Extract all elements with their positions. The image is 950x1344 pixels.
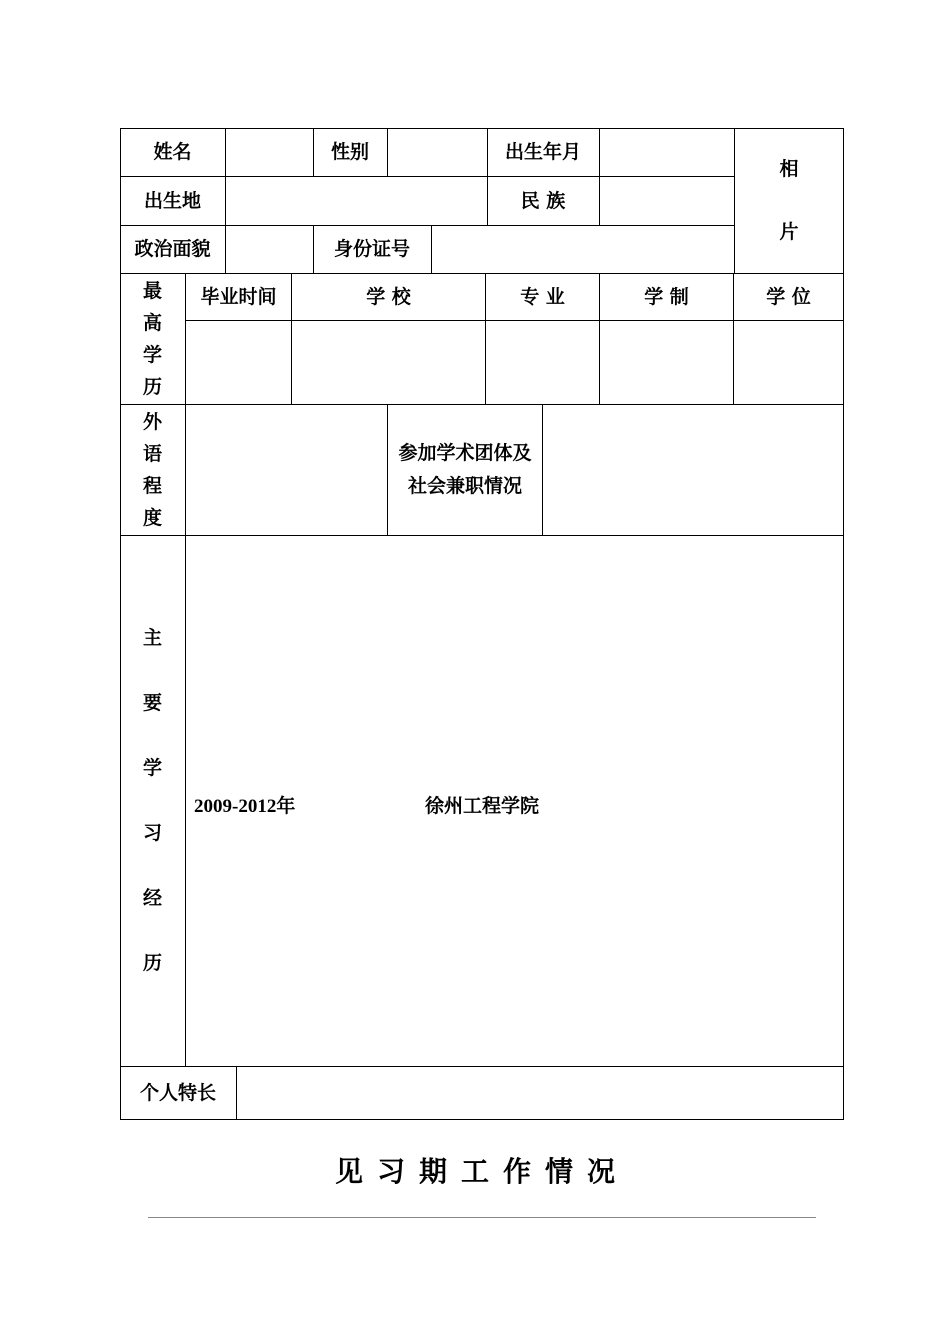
- year-suffix: 年: [276, 795, 296, 817]
- personal-skills-label: 个人特长: [139, 1081, 216, 1104]
- birthplace-field[interactable]: [226, 177, 487, 225]
- label-line: 参加学术团体及: [398, 442, 532, 464]
- photo-box[interactable]: [735, 128, 843, 273]
- study-history-field[interactable]: [186, 536, 843, 1066]
- section-title: 见习期工作情况: [334, 1155, 629, 1188]
- photo-char: 相: [779, 157, 799, 180]
- label-char: 程: [142, 475, 162, 497]
- name-field[interactable]: [226, 128, 313, 176]
- gender-label: 性别: [330, 140, 369, 163]
- label-char: 学: [142, 757, 162, 779]
- label-char: 经: [142, 887, 162, 909]
- label-char: 习: [142, 822, 162, 844]
- label-char: 外: [142, 411, 162, 433]
- study-history-entry: [194, 791, 295, 818]
- label-char: 最: [142, 280, 162, 302]
- label-char: 度: [142, 507, 162, 529]
- graduation-time-label: 毕业时间: [200, 285, 277, 308]
- personal-skills-field[interactable]: [237, 1067, 843, 1119]
- label-line: 社会兼职情况: [407, 475, 522, 497]
- label-char: 要: [142, 692, 162, 714]
- major-field[interactable]: [486, 321, 599, 404]
- name-label: 姓名: [153, 140, 192, 163]
- duration-field[interactable]: [600, 321, 733, 404]
- birthplace-label: 出生地: [143, 189, 201, 212]
- birth-date-label: 出生年月: [504, 140, 581, 163]
- foreign-language-label: [120, 405, 185, 535]
- ethnicity-label: 民 族: [520, 189, 566, 212]
- photo-char: 片: [779, 220, 799, 243]
- label-char: 语: [142, 443, 162, 465]
- resume-table: [120, 128, 844, 1120]
- birth-date-field[interactable]: [600, 128, 734, 176]
- id-number-field[interactable]: [432, 226, 734, 273]
- foreign-language-field[interactable]: [186, 405, 387, 535]
- table-border-bottom: [120, 1119, 844, 1120]
- study-period: 2009-2012: [194, 796, 277, 817]
- academic-groups-label: [388, 405, 542, 535]
- gender-field[interactable]: [388, 128, 487, 176]
- label-char: 历: [142, 952, 162, 974]
- label-char: 学: [142, 344, 162, 366]
- id-number-label: 身份证号: [333, 238, 410, 260]
- ethnicity-field[interactable]: [600, 177, 734, 225]
- section-rule: [148, 1217, 816, 1218]
- study-school: 徐州工程学院: [425, 795, 540, 817]
- table-border-right: [843, 128, 844, 1120]
- education-label: [120, 274, 185, 404]
- label-char: 历: [142, 376, 162, 398]
- label-char: 高: [142, 312, 162, 334]
- school-label: 学 校: [366, 285, 411, 308]
- degree-label: 学 位: [766, 285, 811, 308]
- duration-label: 学 制: [644, 285, 689, 308]
- political-status-field[interactable]: [226, 226, 313, 273]
- major-label: 专 业: [520, 285, 565, 308]
- label-char: 主: [142, 627, 162, 649]
- degree-field[interactable]: [734, 321, 843, 404]
- study-history-label: [120, 536, 185, 1066]
- academic-groups-field[interactable]: [543, 405, 843, 535]
- political-status-label: 政治面貌: [134, 238, 211, 260]
- school-field[interactable]: [292, 321, 485, 404]
- graduation-time-field[interactable]: [186, 321, 291, 404]
